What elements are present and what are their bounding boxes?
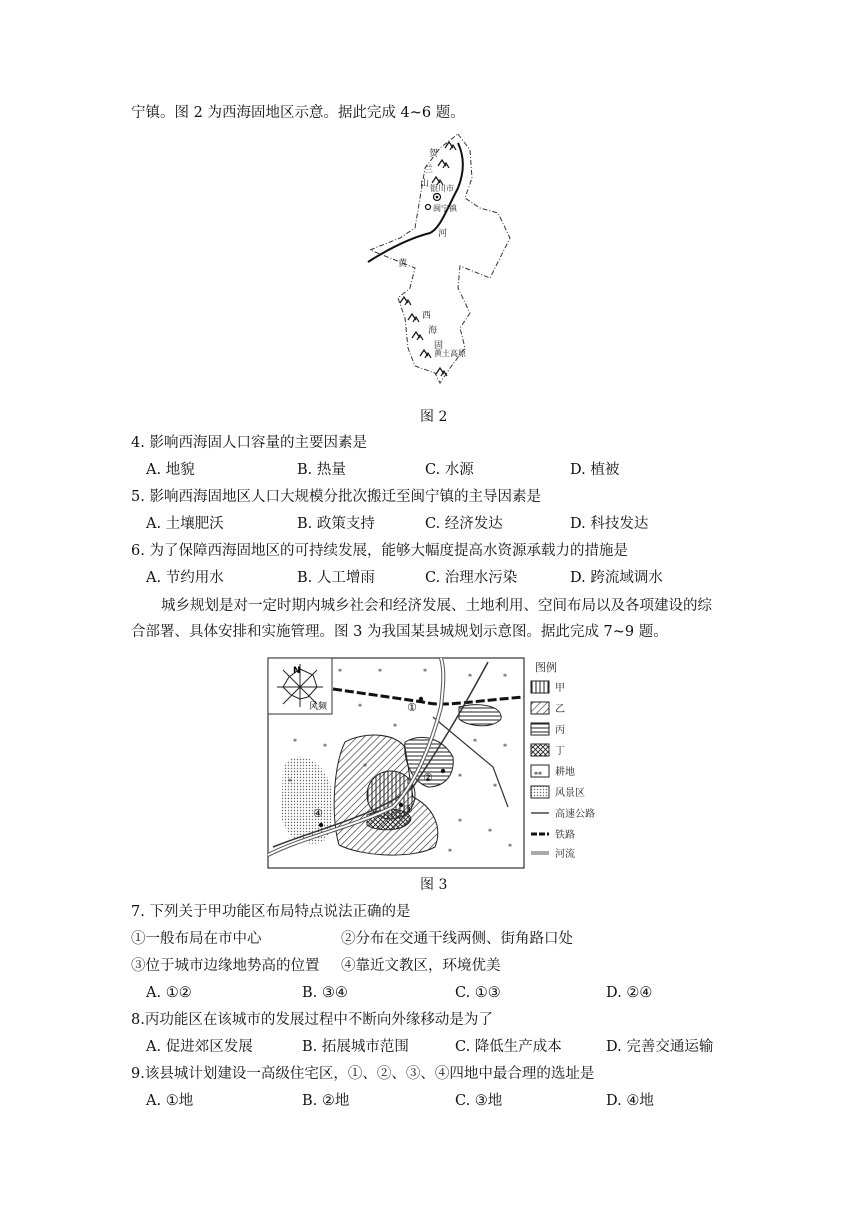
legend-yi: 乙 <box>555 704 565 715</box>
svg-text:⁎: ⁎ <box>378 665 382 674</box>
point-4: ④ <box>313 807 323 820</box>
label-hai: 海 <box>428 326 438 336</box>
q9-option-a: A. ①地 <box>146 1093 194 1109</box>
svg-text:⁎: ⁎ <box>508 840 512 849</box>
q7-option-c: C. ①③ <box>455 985 501 1001</box>
label-loess: 黄土高原 <box>434 349 466 358</box>
wind-label: 风频 <box>309 702 328 712</box>
paragraph-line-2: 合部署、具体安排和实施管理。图 3 为我国某县城规划示意图。据此完成 7~9 题。 <box>131 624 668 640</box>
svg-text:⁎: ⁎ <box>488 825 492 834</box>
svg-text:⁎: ⁎ <box>293 735 297 744</box>
legend-jia: 甲 <box>555 683 565 694</box>
q4-stem: 4. 影响西海固人口容量的主要因素是 <box>131 435 367 451</box>
q7-option-a: A. ①② <box>146 985 192 1001</box>
q6-option-c: C. 治理水污染 <box>425 570 518 586</box>
legend-title: 图例 <box>535 661 557 674</box>
q4-option-a: A. 地貌 <box>146 462 195 478</box>
q6-stem: 6. 为了保障西海固地区的可持续发展，能够大幅度提高水资源承载力的措施是 <box>131 543 628 559</box>
q6-option-d: D. 跨流域调水 <box>570 570 663 586</box>
legend-scenic: 风景区 <box>555 788 585 799</box>
svg-text:⁎: ⁎ <box>458 815 462 824</box>
q8-stem: 8.丙功能区在该城市的发展过程中不断向外缘移动是为了 <box>131 1012 493 1028</box>
intro-line: 宁镇。图 2 为西海固地区示意。据此完成 4~6 题。 <box>131 105 465 121</box>
q7-option-d: D. ②④ <box>606 985 653 1001</box>
svg-text:⁎: ⁎ <box>363 760 367 769</box>
q8-option-c: C. 降低生产成本 <box>455 1039 562 1055</box>
q7-stem: 7. 下列关于甲功能区布局特点说法正确的是 <box>131 904 411 920</box>
svg-text:⁎: ⁎ <box>393 720 397 729</box>
q8-option-b: B. 拓展城市范围 <box>302 1039 409 1055</box>
q7-statement-4: ④靠近文教区，环境优美 <box>341 958 501 974</box>
svg-text:⁎: ⁎ <box>448 845 452 854</box>
svg-text:⁎: ⁎ <box>468 670 472 679</box>
q6-option-a: A. 节约用水 <box>146 570 224 586</box>
figure-2-caption: 图 2 <box>420 409 448 425</box>
point-3: ③ <box>403 803 413 816</box>
legend-ding: 丁 <box>555 746 565 757</box>
q5-option-b: B. 政策支持 <box>297 516 375 532</box>
legend-river: 河流 <box>555 849 575 860</box>
legend <box>531 660 595 860</box>
paragraph-line-1: 城乡规划是对一定时期内城乡社会和经济发展、土地利用、空间布局以及各项建设的综 <box>161 598 712 614</box>
figure-2-map <box>340 128 530 394</box>
q9-option-c: C. ③地 <box>455 1093 503 1109</box>
label-yinchuan: 银川市 <box>430 184 454 193</box>
q7-option-b: B. ③④ <box>302 985 348 1001</box>
q5-option-c: C. 经济发达 <box>425 516 503 532</box>
q5-stem: 5. 影响西海固地区人口大规模分批次搬迁至闽宁镇的主导因素是 <box>131 489 541 505</box>
q6-option-b: B. 人工增雨 <box>297 570 375 586</box>
svg-text:⁎⁎: ⁎⁎ <box>534 768 542 777</box>
label-shan: 山 <box>420 179 430 189</box>
q5-option-d: D. 科技发达 <box>570 516 649 532</box>
label-gu: 固 <box>434 341 444 351</box>
compass-n: N <box>293 666 301 676</box>
legend-farmland: 耕地 <box>555 767 575 778</box>
svg-text:⁎: ⁎ <box>503 740 507 749</box>
legend-highway: 高速公路 <box>555 809 595 820</box>
minning-marker <box>426 205 431 210</box>
point-1: ① <box>407 701 417 714</box>
label-xi: 西 <box>422 311 432 321</box>
label-he: 贺 <box>429 149 439 159</box>
svg-text:⁎: ⁎ <box>473 735 477 744</box>
svg-text:⁎: ⁎ <box>288 775 292 784</box>
svg-text:⁎: ⁎ <box>493 780 497 789</box>
svg-text:⁎: ⁎ <box>458 770 462 779</box>
q9-option-b: B. ②地 <box>302 1093 350 1109</box>
figure-3-map <box>263 647 597 873</box>
svg-text:⁎: ⁎ <box>503 670 507 679</box>
figure-3-caption: 图 3 <box>420 877 448 893</box>
point-2: ② <box>423 771 433 784</box>
legend-railway: 铁路 <box>555 830 575 841</box>
q7-statement-1: ①一般布局在市中心 <box>131 931 262 947</box>
yellow-river <box>368 143 463 262</box>
svg-text:⁎: ⁎ <box>323 740 327 749</box>
legend-bing: 丙 <box>555 725 565 736</box>
svg-text:⁎: ⁎ <box>358 700 362 709</box>
label-lan: 兰 <box>424 165 434 175</box>
q7-statement-2: ②分布在交通干线两侧、街角路口处 <box>341 931 573 947</box>
mountain-icons <box>400 142 456 376</box>
q4-option-d: D. 植被 <box>570 462 620 478</box>
q7-statement-3: ③位于城市边缘地势高的位置 <box>131 958 320 974</box>
q4-option-b: B. 热量 <box>297 462 346 478</box>
q8-option-d: D. 完善交通运输 <box>606 1039 714 1055</box>
q9-stem: 9.该县城计划建设一高级住宅区，①、②、③、④四地中最合理的选址是 <box>131 1066 595 1082</box>
label-minning: 闽宁镇 <box>433 204 457 213</box>
label-huang: 黄 <box>398 259 408 269</box>
svg-text:⁎: ⁎ <box>423 665 427 674</box>
q9-option-d: D. ④地 <box>606 1093 654 1109</box>
q4-option-c: C. 水源 <box>425 462 474 478</box>
label-he2: 河 <box>438 229 448 239</box>
q8-option-a: A. 促进郊区发展 <box>146 1039 253 1055</box>
q5-option-a: A. 土壤肥沃 <box>146 516 224 532</box>
svg-text:⁎: ⁎ <box>338 665 342 674</box>
